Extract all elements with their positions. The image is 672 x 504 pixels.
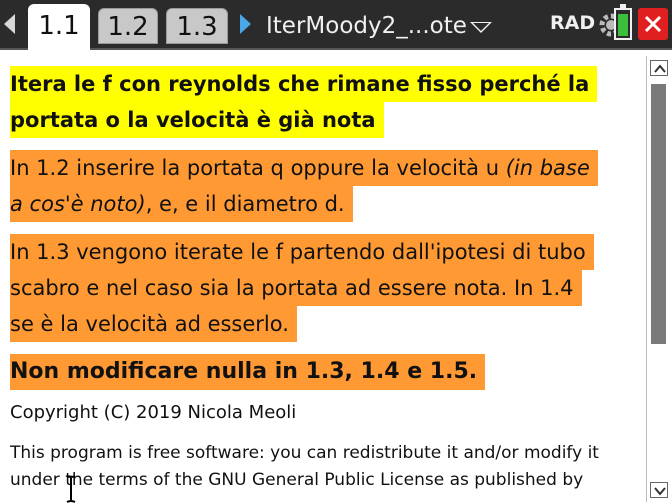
iteration-line-2: scabro e nel caso sia la portata ad essere nota. In 1.4 (10, 270, 582, 306)
chevron-up-icon (654, 64, 666, 74)
instructions-italic-1: (in base (505, 156, 590, 180)
iteration-line-1: In 1.3 vengono iterate le f partendo dall'ipotesi di tubo (10, 234, 594, 270)
copyright-text: Copyright (C) 2019 Nicola Meoli (10, 402, 297, 423)
warning-text: Non modificare nulla in 1.3, 1.4 e 1.5. (10, 354, 485, 390)
scrollbar-thumb[interactable] (651, 84, 666, 344)
license-paragraph (10, 440, 599, 494)
next-page-arrow-icon[interactable] (240, 14, 251, 34)
heading-paragraph (10, 66, 597, 138)
scroll-up-button[interactable] (650, 60, 668, 76)
warning-paragraph (10, 354, 485, 390)
document-title[interactable]: IterMoody2_...ote (266, 13, 467, 39)
tab-1-2[interactable]: 1.2 (98, 8, 158, 44)
license-line-2: under the terms of the GNU General Public License as published by (10, 470, 584, 490)
instructions-line-1 (10, 150, 598, 186)
tab-1-1[interactable]: 1.1 (28, 4, 90, 54)
tab-bar (0, 0, 672, 50)
chevron-down-icon[interactable] (470, 22, 492, 33)
instructions-line-1-text: In 1.2 inserire la portata q oppure la velocità u (10, 156, 506, 180)
vertical-scrollbar[interactable] (646, 56, 670, 502)
notes-content[interactable] (0, 52, 646, 504)
instructions-paragraph (10, 150, 598, 222)
instructions-line-2 (10, 186, 353, 222)
tab-1-3[interactable]: 1.3 (166, 8, 228, 44)
iteration-line-3: se è la velocità ad esserlo. (10, 306, 297, 342)
instructions-italic-2: a cos'è noto) (10, 192, 146, 216)
license-line-1: This program is free software: you can redistribute it and/or modify it (10, 443, 599, 463)
heading-line-2: portata o la velocità è già nota (10, 102, 384, 138)
previous-page-arrow-icon[interactable] (4, 14, 15, 34)
chevron-down-icon (654, 486, 666, 496)
angle-mode-indicator: RAD (550, 12, 596, 34)
close-button[interactable] (638, 8, 668, 40)
battery-icon (614, 8, 632, 40)
scroll-down-button[interactable] (650, 482, 668, 498)
instructions-line-2-text: , e, e il diametro d. (145, 192, 345, 216)
close-icon (644, 15, 662, 33)
text-cursor-icon (64, 474, 78, 504)
iteration-paragraph (10, 234, 594, 342)
heading-line-1: Itera le f con reynolds che rimane fisso perché la (10, 66, 597, 102)
